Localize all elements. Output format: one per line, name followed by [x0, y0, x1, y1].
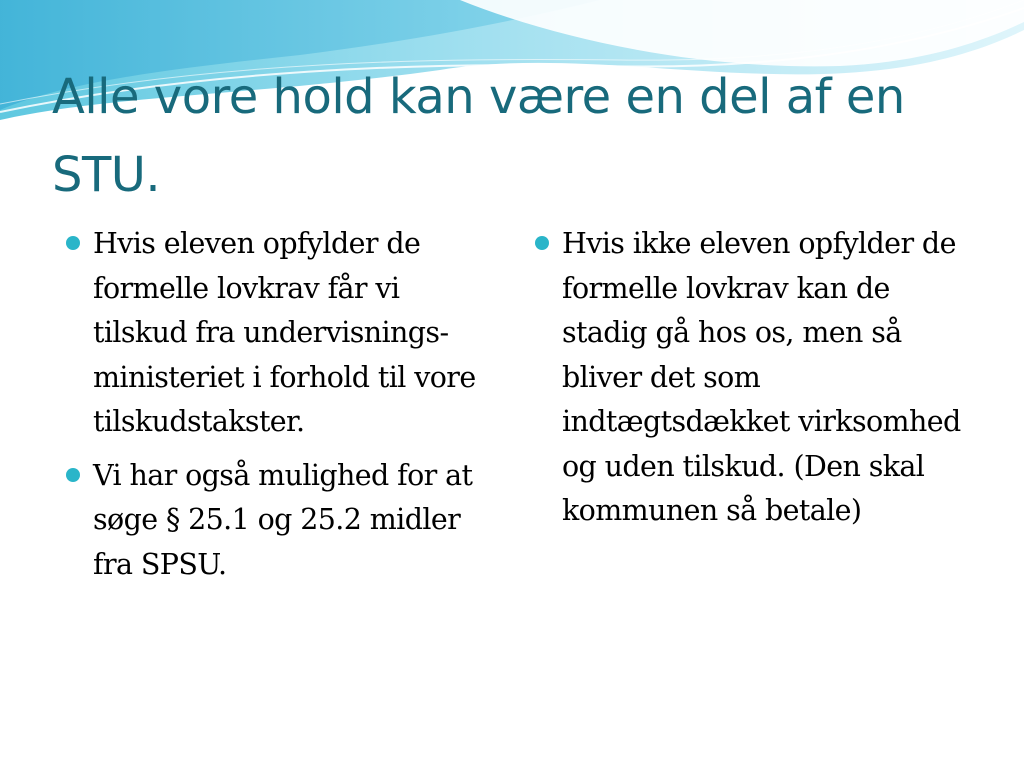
left-bullet-list	[66, 222, 496, 596]
left-bullet-item	[66, 222, 496, 445]
bullet-dot-icon	[66, 468, 80, 482]
right-bullet-list	[535, 222, 975, 543]
left-bullet-text: Hvis eleven opfylder de formelle lovkrav får vi tilskud fra undervisnings-ministeriet i forhold til vore tilskudstakster.	[93, 227, 476, 438]
right-bullet-item	[535, 222, 975, 534]
slide-title: Alle vore hold kan være en del af en STU.	[52, 69, 905, 203]
left-bullet-item	[66, 454, 496, 588]
bullet-dot-icon	[66, 236, 80, 250]
bullet-dot-icon	[535, 236, 549, 250]
right-bullet-text: Hvis ikke eleven opfylder de formelle lovkrav kan de stadig gå hos os, men så bliver det som indtægtsdækket virksomhed og uden tilskud. (Den skal kommunen så betale)	[562, 227, 961, 527]
left-bullet-text: Vi har også mulighed for at søge § 25.1 og 25.2 midler fra SPSU.	[93, 458, 473, 581]
